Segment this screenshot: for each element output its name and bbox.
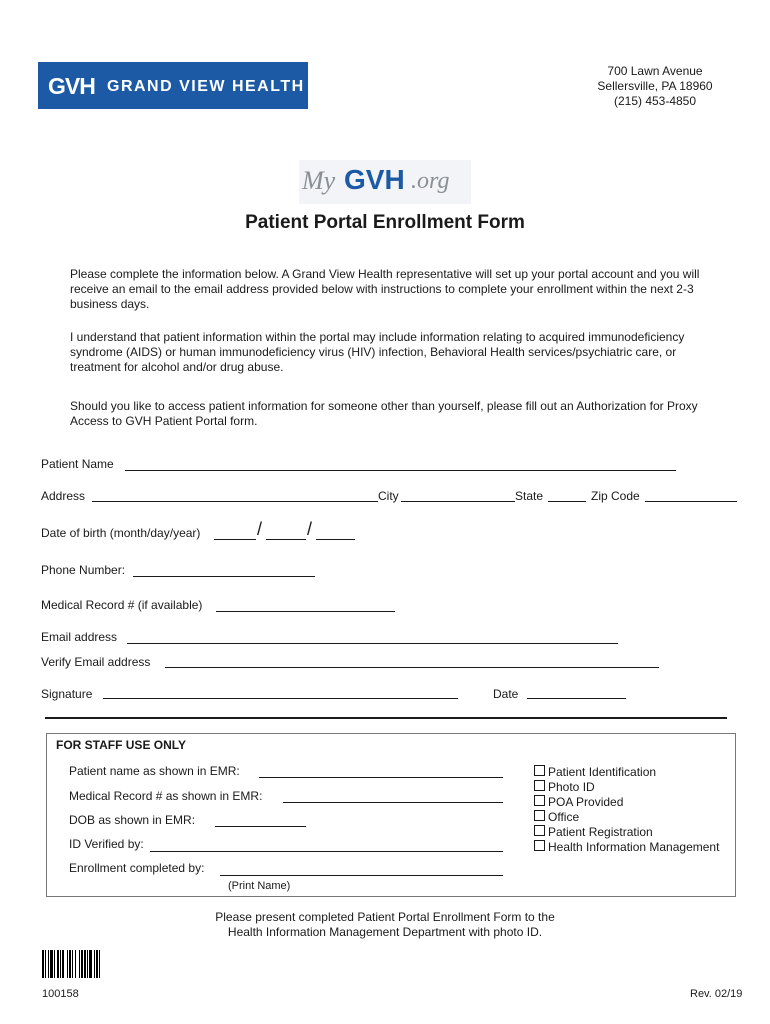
checkbox-poa-provided[interactable] [534, 795, 719, 810]
staff-checklist [534, 765, 719, 855]
barcode-bar [100, 950, 102, 978]
gvh-logo [38, 62, 308, 109]
mrn-field[interactable] [216, 611, 395, 612]
checkbox-him[interactable] [534, 840, 719, 855]
checkbox-icon[interactable] [534, 840, 545, 851]
barcode-number: 100158 [42, 988, 79, 1000]
dob-day-field[interactable] [266, 539, 306, 540]
address-field[interactable] [92, 501, 378, 502]
dob-separator: / [307, 519, 313, 539]
date-label: Date [493, 687, 519, 701]
dob-month-field[interactable] [214, 539, 256, 540]
mygvh-org: .org [411, 168, 450, 194]
logo-mark: GVH [48, 73, 95, 99]
patient-name-label: Patient Name [41, 457, 114, 471]
proxy-paragraph: Should you like to access patient information for someone other than yourself, please fill out an Authorization for Proxy Access to GVH Patient Portal form. [70, 399, 698, 428]
checkbox-label: Office [548, 810, 580, 824]
checkbox-label: Patient Identification [548, 765, 657, 779]
city-field[interactable] [401, 501, 515, 502]
mygvh-logo [299, 160, 471, 204]
email-field[interactable] [127, 643, 618, 644]
address-line: Sellersville, PA 18960 [597, 79, 713, 93]
staff-title: FOR STAFF USE ONLY [56, 738, 187, 752]
zip-field[interactable] [645, 501, 737, 502]
barcode [42, 950, 130, 978]
signature-field[interactable] [103, 698, 458, 699]
instruction-line: Health Information Management Department with photo ID. [227, 925, 543, 939]
checkbox-icon[interactable] [534, 780, 545, 791]
enrollment-by-label: Enrollment completed by: [69, 861, 205, 875]
dob-emr-label: DOB as shown in EMR: [69, 813, 196, 827]
address-line: 700 Lawn Avenue [607, 64, 703, 78]
dob-emr-field[interactable] [215, 826, 306, 827]
mrn-emr-field[interactable] [283, 802, 503, 803]
logo-name: GRAND VIEW HEALTH [107, 78, 305, 95]
submission-instructions [0, 910, 770, 940]
date-field[interactable] [527, 698, 626, 699]
checkbox-icon[interactable] [534, 795, 545, 806]
checkbox-label: POA Provided [548, 795, 624, 809]
instruction-line: Please present completed Patient Portal Enrollment Form to the [215, 910, 555, 924]
mygvh-my: My [302, 166, 336, 195]
signature-label: Signature [41, 687, 93, 701]
name-emr-field[interactable] [259, 777, 503, 778]
address-label: Address [41, 489, 86, 503]
verify-email-field[interactable] [165, 667, 659, 668]
mrn-emr-label: Medical Record # as shown in EMR: [69, 789, 263, 803]
state-label: State [515, 489, 544, 503]
zip-label: Zip Code [591, 489, 640, 503]
state-field[interactable] [548, 501, 586, 502]
disclosure-paragraph: I understand that patient information within the portal may include information relating to acquired immunodeficiency syndrome (AIDS) or human immunodeficiency virus (HIV) infection, Behavioral Health services/psychiatric care, or treatment for alcohol and/or drug abuse. [70, 330, 685, 374]
name-emr-label: Patient name as shown in EMR: [69, 764, 240, 778]
clinic-address [560, 64, 750, 109]
intro-paragraph: Please complete the information below. A Grand View Health representative will set up your portal account and you will receive an email to the email address provided below with instructions to complete your enrollment within the next 2-3 business days. [70, 267, 700, 311]
checkbox-photo-id[interactable] [534, 780, 719, 795]
print-name-caption: (Print Name) [228, 880, 291, 892]
checkbox-label: Photo ID [548, 780, 595, 794]
mrn-label: Medical Record # (if available) [41, 598, 203, 612]
mygvh-gvh: GVH [344, 164, 405, 195]
email-label: Email address [41, 630, 118, 644]
checkbox-icon[interactable] [534, 810, 545, 821]
page-title: Patient Portal Enrollment Form [245, 212, 525, 233]
dob-separator: / [257, 519, 263, 539]
checkbox-patient-registration[interactable] [534, 825, 719, 840]
enrollment-by-field[interactable] [220, 875, 503, 876]
address-line: (215) 453-4850 [613, 94, 697, 108]
checkbox-office[interactable] [534, 810, 719, 825]
phone-label: Phone Number: [41, 563, 126, 577]
revision-label: Rev. 02/19 [690, 988, 743, 1000]
checkbox-icon[interactable] [534, 825, 545, 836]
section-divider [45, 717, 727, 719]
verify-email-label: Verify Email address [41, 655, 151, 669]
checkbox-label: Patient Registration [548, 825, 653, 839]
dob-year-field[interactable] [316, 539, 355, 540]
dob-label: Date of birth (month/day/year) [41, 526, 201, 540]
phone-field[interactable] [133, 576, 315, 577]
patient-name-field[interactable] [125, 470, 676, 471]
city-label: City [378, 489, 399, 503]
checkbox-label: Health Information Management [548, 840, 720, 854]
checkbox-icon[interactable] [534, 765, 545, 776]
id-verified-label: ID Verified by: [69, 837, 144, 851]
checkbox-patient-identification[interactable] [534, 765, 719, 780]
id-verified-field[interactable] [150, 851, 503, 852]
